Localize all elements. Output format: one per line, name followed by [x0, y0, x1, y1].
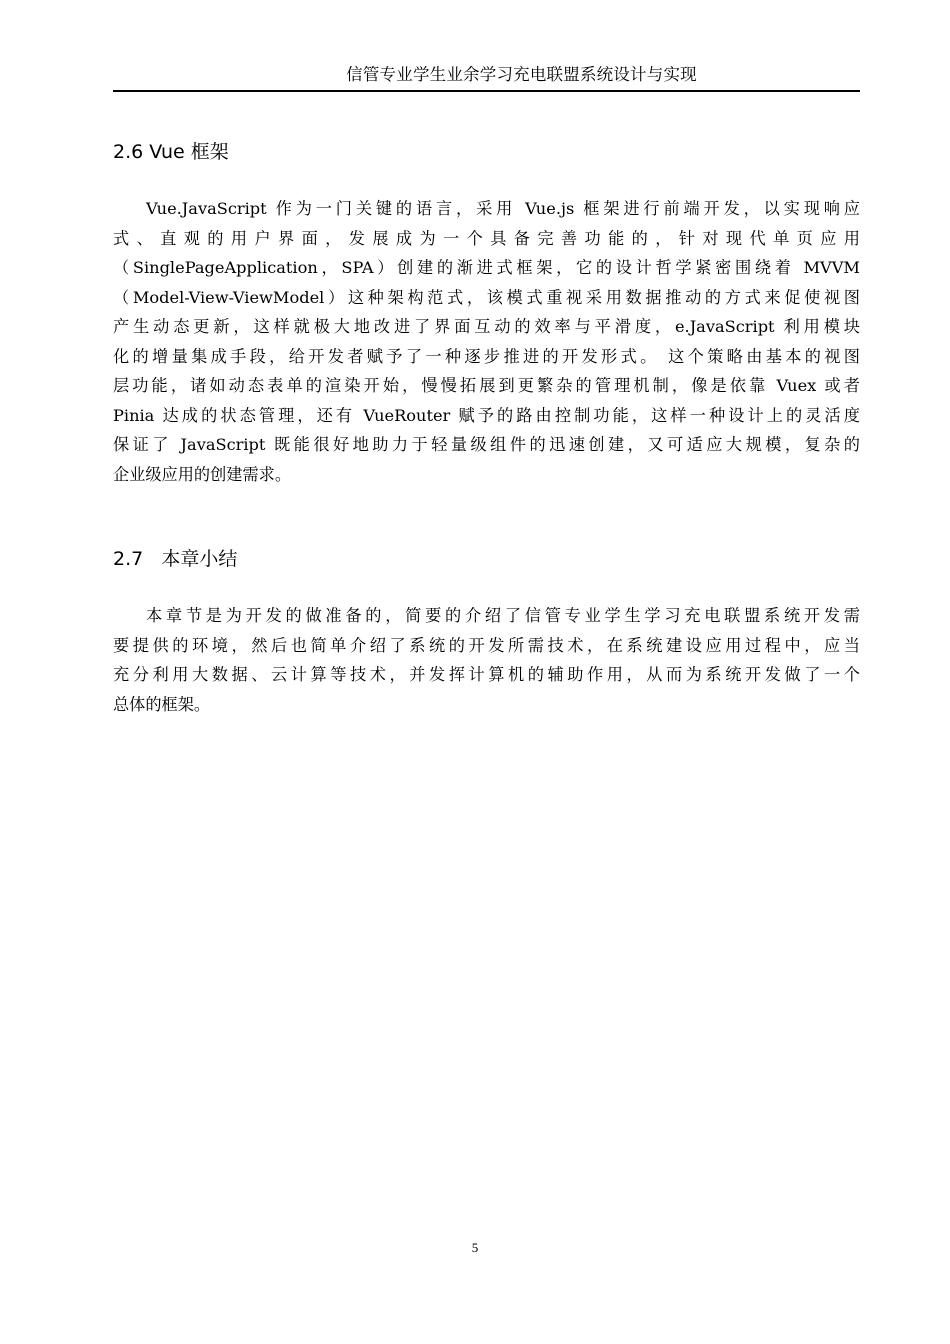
paragraph-line: 企业级应用的创建需求。	[113, 464, 292, 484]
paragraph-line: 式、直观的用户界面，发展成为一个具备完善功能的，针对现代单页应用	[113, 228, 860, 248]
section-heading-2-7: 2.7 本章小结	[113, 548, 238, 570]
paragraph-line: Vue.JavaScript 作为一门关键的语言，采用 Vue.js 框架进行前端开发，以实现响应	[146, 199, 860, 218]
paragraph-line: 层功能，诸如动态表单的渲染开始，慢慢拓展到更繁杂的管理机制，像是依靠 Vuex 或者	[113, 376, 860, 395]
paragraph-line: （Model-View-ViewModel）这种架构范式，该模式重视采用数据推动的方式来促使视图	[113, 287, 860, 307]
paragraph-line: 充分利用大数据、云计算等技术，并发挥计算机的辅助作用，从而为系统开发做了一个	[113, 665, 860, 684]
paragraph-line: 产生动态更新，这样就极大地改进了界面互动的效率与平滑度，e.JavaScript 利用模块	[113, 317, 860, 336]
paragraph-line: 本章节是为开发的做准备的，简要的介绍了信管专业学生学习充电联盟系统开发需	[146, 606, 860, 625]
paragraph-vue-framework	[113, 194, 860, 489]
paragraph-line: 要提供的环境，然后也简单介绍了系统的开发所需技术，在系统建设应用过程中，应当	[113, 635, 860, 655]
running-header	[113, 64, 860, 92]
paragraph-line: 化的增量集成手段，给开发者赋予了一种逐步推进的开发形式。 这个策略由基本的视图	[113, 346, 860, 366]
page-number: 5	[471, 1240, 479, 1255]
paragraph-line: （SinglePageApplication，SPA）创建的渐进式框架，它的设计哲学紧密围绕着 MVVM	[113, 258, 860, 277]
running-title: 信管专业学生业余学习充电联盟系统设计与实现	[346, 65, 697, 84]
paragraph-line: 保证了 JavaScript 既能很好地助力于轻量级组件的迅速创建，又可适应大规模，复杂的	[113, 435, 860, 454]
paragraph-line: 总体的框架。	[113, 694, 211, 714]
paragraph-chapter-summary	[113, 601, 860, 719]
section-heading-2-6: 2.6 Vue 框架	[113, 141, 229, 163]
paragraph-line: Pinia 达成的状态管理，还有 VueRouter 赋予的路由控制功能，这样一种设计上的灵活度	[113, 405, 860, 425]
